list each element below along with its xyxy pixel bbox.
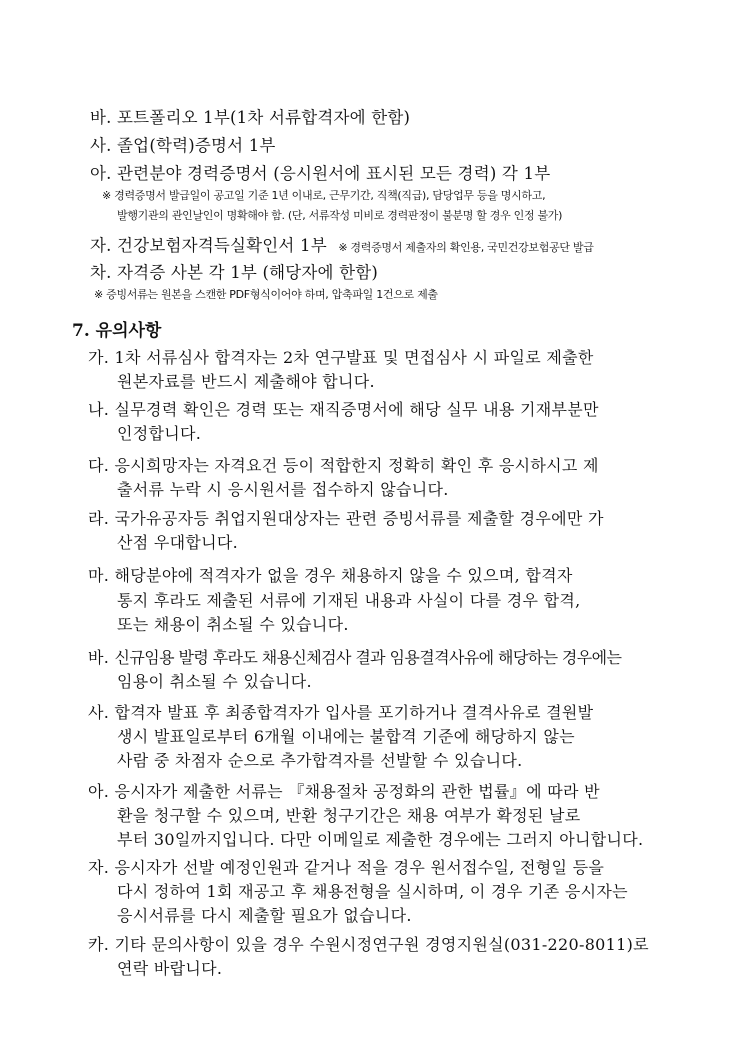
item-label: 차.	[90, 263, 112, 282]
notice-item-ka	[88, 932, 649, 955]
item-text: 포트폴리오 1부(1차 서류합격자에 한함)	[117, 108, 411, 127]
doc-item-health-insurance	[90, 232, 594, 256]
item-text: 관련분야 경력증명서 (응시원서에 표시된 모든 경력) 각 1부	[117, 164, 551, 183]
item-label: 자.	[90, 236, 112, 255]
item-label: 아.	[88, 782, 110, 801]
career-note-line1: ※ 경력증명서 발급일이 공고일 기준 1년 이내로, 근무기간, 직책(직급), 담당업무 등을 명시하고,	[102, 189, 546, 202]
item-line: 다시 정하여 1회 재공고 후 채용전형을 실시하며, 이 경우 기존 응시자는	[117, 882, 628, 901]
item-label: 가.	[88, 348, 110, 367]
pdf-note: ※ 증빙서류는 원본을 스캔한 PDF형식이어야 하며, 압축파일 1건으로 제출	[94, 288, 438, 301]
item-label: 마.	[88, 566, 110, 585]
notice-item-da	[88, 453, 599, 476]
item-label: 나.	[88, 400, 110, 419]
notice-item-na	[88, 397, 599, 420]
notice-item-ba	[88, 645, 621, 668]
notice-item-sa	[88, 700, 593, 723]
item-line: 신규임용 발령 후라도 채용신체검사 결과 임용결격사유에 해당하는 경우에는	[114, 648, 622, 667]
item-line: 통지 후라도 제출된 서류에 기재된 내용과 사실이 다를 경우 합격,	[117, 591, 581, 610]
item-line: 환을 청구할 수 있으며, 반환 청구기간은 채용 여부가 확정된 날로	[117, 806, 581, 825]
item-line: 응시희망자는 자격요건 등이 적합한지 정확히 확인 후 응시하시고 제	[114, 456, 599, 475]
item-line: 산점 우대합니다.	[117, 533, 239, 552]
item-line: 응시자가 제출한 서류는 『채용절차 공정화의 관한 법률』에 따라 반	[114, 782, 600, 801]
item-label: 자.	[88, 858, 110, 877]
item-label: 아.	[90, 164, 112, 183]
item-line: 응시서류를 다시 제출할 필요가 없습니다.	[117, 906, 412, 925]
career-note-line2: 발행기관의 관인날인이 명확해야 함. (단, 서류작성 미비로 경력판정이 불분명 할 경우 인정 불가)	[117, 209, 563, 222]
item-label: 바.	[90, 108, 112, 127]
item-line: 부터 30일까지입니다. 다만 이메일로 제출한 경우에는 그러지 아니합니다.	[117, 830, 644, 849]
item-line: 또는 채용이 취소될 수 있습니다.	[117, 615, 349, 634]
item-line: 인정합니다.	[117, 424, 202, 443]
item-label: 사.	[88, 703, 110, 722]
health-insurance-note: ※ 경력증명서 제출자의 확인용, 국민건강보험공단 발급	[338, 241, 594, 254]
item-line: 사람 중 차점자 순으로 추가합격자를 선발할 수 있습니다.	[117, 751, 523, 770]
item-label: 사.	[90, 136, 112, 155]
item-line: 원본자료를 반드시 제출해야 합니다.	[117, 372, 375, 391]
doc-item-graduation	[90, 132, 276, 156]
item-line: 해당분야에 적격자가 없을 경우 채용하지 않을 수 있으며, 합격자	[114, 566, 573, 585]
item-line: 기타 문의사항이 있을 경우 수원시정연구원 경영지원실(031-220-8011)로	[114, 935, 649, 954]
item-text: 건강보험자격득실확인서 1부	[117, 236, 327, 255]
item-line: 연락 바랍니다.	[117, 959, 223, 978]
notice-item-ra	[88, 506, 604, 529]
doc-item-portfolio	[90, 104, 410, 128]
doc-item-career-cert	[90, 160, 550, 184]
item-line: 국가유공자등 취업지원대상자는 관련 증빙서류를 제출할 경우에만 가	[114, 509, 604, 528]
item-line: 임용이 취소될 수 있습니다.	[117, 672, 312, 691]
item-label: 카.	[88, 935, 110, 954]
notice-item-ma	[88, 563, 573, 586]
notice-item-a	[88, 779, 600, 802]
item-line: 합격자 발표 후 최종합격자가 입사를 포기하거나 결격사유로 결원발	[114, 703, 594, 722]
notice-item-ga	[88, 345, 594, 368]
section-heading: 7. 유의사항	[72, 321, 162, 341]
item-label: 바.	[88, 648, 110, 667]
item-line: 응시자가 선발 예정인원과 같거나 적을 경우 원서접수일, 전형일 등을	[114, 858, 605, 877]
item-line: 실무경력 확인은 경력 또는 재직증명서에 해당 실무 내용 기재부분만	[114, 400, 599, 419]
item-text: 졸업(학력)증명서 1부	[117, 136, 276, 155]
item-line: 생시 발표일로부터 6개월 이내에는 불합격 기준에 해당하지 않는	[117, 727, 575, 746]
notice-item-ja	[88, 855, 604, 878]
item-line: 1차 서류심사 합격자는 2차 연구발표 및 면접심사 시 파일로 제출한	[114, 348, 594, 367]
doc-item-license-copy	[90, 259, 378, 283]
item-line: 출서류 누락 시 응시원서를 접수하지 않습니다.	[117, 480, 449, 499]
item-label: 다.	[88, 456, 110, 475]
item-label: 라.	[88, 509, 110, 528]
item-text: 자격증 사본 각 1부 (해당자에 한함)	[117, 263, 379, 282]
